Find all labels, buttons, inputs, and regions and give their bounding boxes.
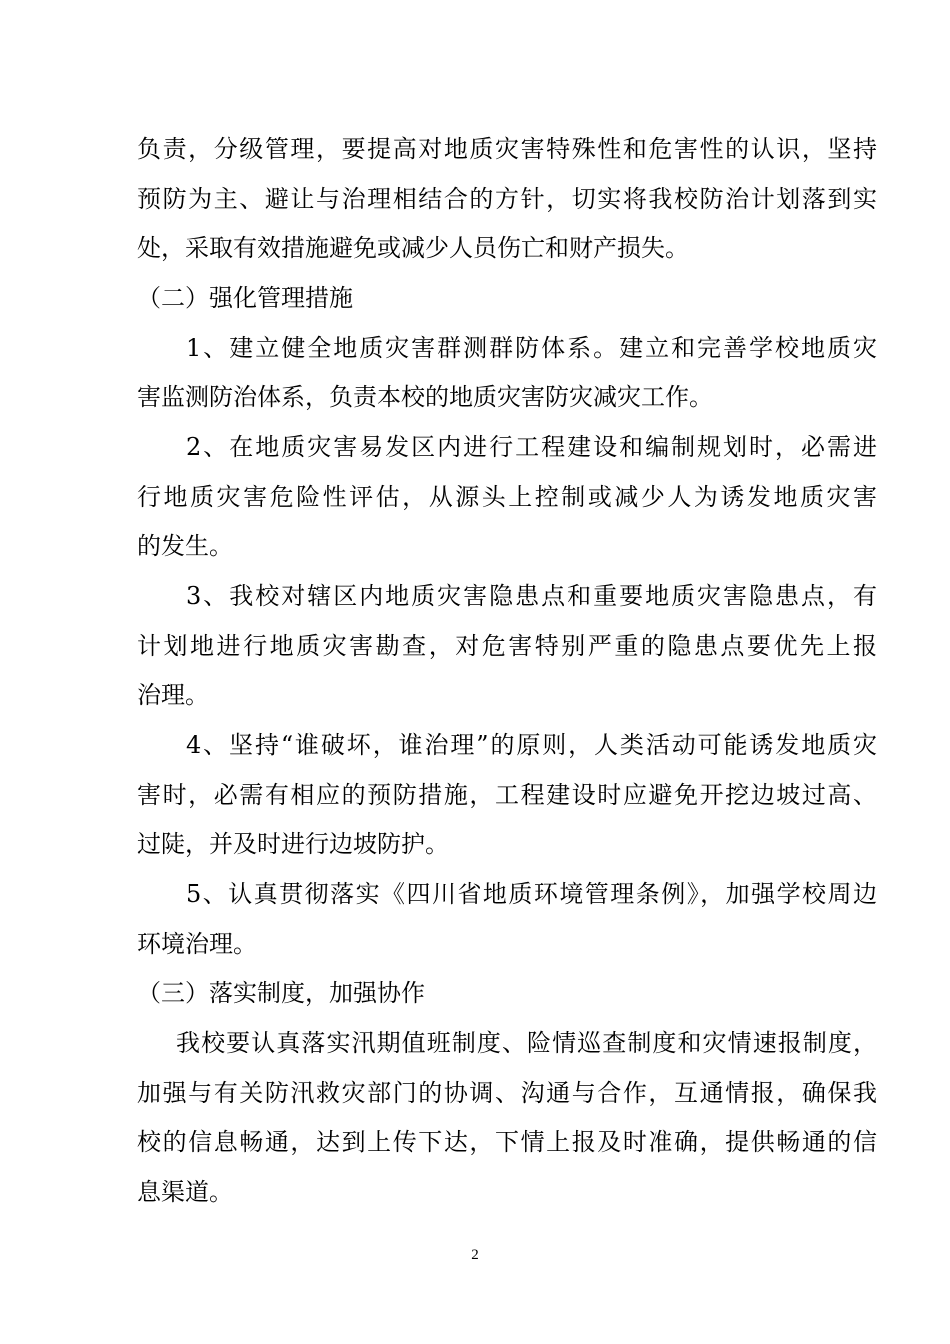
section-heading: （三）落实制度，加强协作	[137, 979, 425, 1007]
text-line: 负责，分级管理，要提高对地质灾害特殊性和危害性的认识，坚持	[137, 135, 877, 163]
text-line: 害监测防治体系，负责本校的地质灾害防灾减灾工作。	[137, 383, 713, 411]
text-line: 过陡，并及时进行边坡防护。	[137, 830, 449, 858]
text-line: 治理。	[137, 681, 209, 709]
paragraph-first-line: 2、在地质灾害易发区内进行工程建设和编制规划时，必需进	[186, 433, 877, 461]
text-line: 处，采取有效措施避免或减少人员伤亡和财产损失。	[137, 234, 689, 262]
paragraph-first-line: 4、坚持“谁破坏，谁治理”的原则，人类活动可能诱发地质灾	[186, 731, 877, 759]
text-line: 的发生。	[137, 532, 233, 560]
section-heading: （二）强化管理措施	[137, 284, 353, 312]
text-line: 加强与有关防汛救灾部门的协调、沟通与合作，互通情报，确保我	[137, 1079, 877, 1107]
paragraph-first-line: 5、认真贯彻落实《四川省地质环境管理条例》，加强学校周边	[186, 880, 877, 908]
text-line: 计划地进行地质灾害勘查，对危害特别严重的隐患点要优先上报	[137, 632, 877, 660]
text-line: 预防为主、避让与治理相结合的方针，切实将我校防治计划落到实	[137, 185, 877, 213]
paragraph-first-line: 我校要认真落实汛期值班制度、险情巡查制度和灾情速报制度，	[176, 1029, 877, 1057]
text-line: 害时，必需有相应的预防措施，工程建设时应避免开挖边坡过高、	[137, 781, 877, 809]
paragraph-first-line: 3、我校对辖区内地质灾害隐患点和重要地质灾害隐患点，有	[186, 582, 877, 610]
text-line: 行地质灾害危险性评估，从源头上控制或减少人为诱发地质灾害	[137, 483, 877, 511]
page-number: 2	[471, 1247, 479, 1263]
text-line: 环境治理。	[137, 930, 257, 958]
paragraph-first-line: 1、建立健全地质灾害群测群防体系。建立和完善学校地质灾	[186, 334, 877, 362]
text-line: 校的信息畅通，达到上传下达，下情上报及时准确，提供畅通的信	[137, 1128, 877, 1156]
text-line: 息渠道。	[137, 1178, 233, 1206]
